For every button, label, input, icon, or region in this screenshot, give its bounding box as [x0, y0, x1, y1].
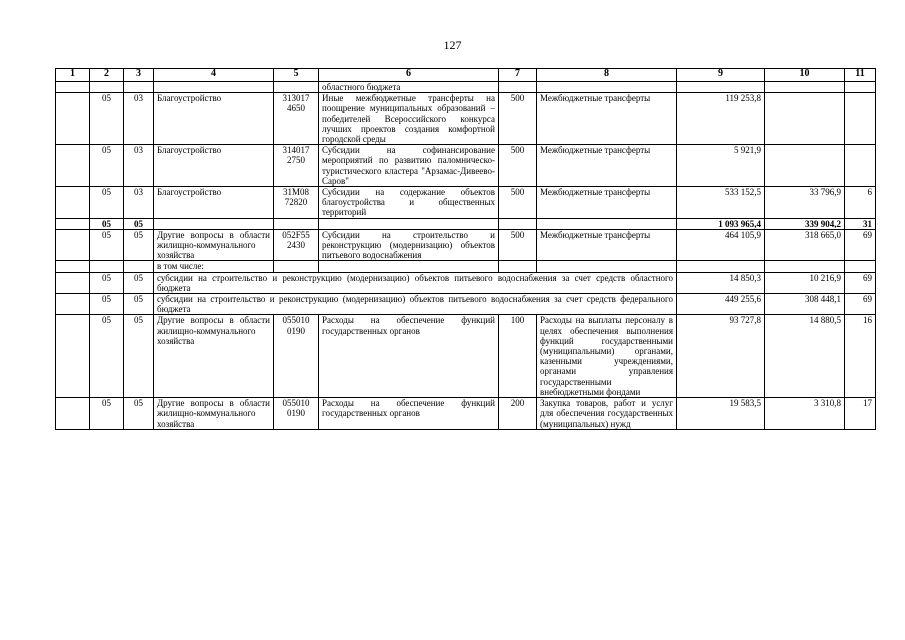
expense-type-name: Межбюджетные трансферты: [537, 187, 677, 219]
percent: 69: [845, 294, 876, 315]
subsection-name: Благоустройство: [154, 145, 274, 187]
header-cell: 8: [537, 69, 677, 82]
expense-name: Иные межбюджетные трансферты на поощрение муниципальных образований – победителей Всероссийского конкурса лучших проектов создания комфортной городской среды: [319, 93, 499, 145]
including-label: в том числе:: [154, 261, 274, 272]
table-row: [56, 93, 876, 145]
expense-type-code: 500: [499, 145, 537, 187]
subsection-code: 05: [124, 294, 154, 315]
subtotal-row: [56, 218, 876, 229]
amount-total: 119 253,8: [677, 93, 765, 145]
subsection-code: 05: [124, 218, 154, 229]
target-article: 055010 0190: [274, 398, 319, 430]
table-row: [56, 294, 876, 315]
subsection-code: 05: [124, 315, 154, 398]
subsection-code: 05: [124, 272, 154, 293]
expense-type-code: 500: [499, 187, 537, 219]
table-row: [56, 145, 876, 187]
expense-type-name: Расходы на выплаты персоналу в целях обеспечения выполнения функций государственными (муниципальными) органами, казенными учреждениями, органами управления государственными внебюджетными фондами: [537, 315, 677, 398]
amount-executed: [765, 93, 845, 145]
header-cell: 11: [845, 69, 876, 82]
header-cell: 3: [124, 69, 154, 82]
table-row: [56, 82, 876, 93]
expense-name: областного бюджета: [319, 82, 499, 93]
subsection-code: 05: [124, 229, 154, 261]
amount-executed: 14 880,5: [765, 315, 845, 398]
expense-name: Субсидии на содержание объектов благоустройства и общественных территорий: [319, 187, 499, 219]
amount-executed: 308 448,1: [765, 294, 845, 315]
section-code: 05: [90, 272, 124, 293]
section-code: 05: [90, 93, 124, 145]
target-article: 313017 4650: [274, 93, 319, 145]
amount-executed: 33 796,9: [765, 187, 845, 219]
expense-type-code: 500: [499, 93, 537, 145]
section-code: 05: [90, 315, 124, 398]
amount-executed: 318 665,0: [765, 229, 845, 261]
expense-type-name: Межбюджетные трансферты: [537, 229, 677, 261]
page-number: 127: [443, 38, 462, 52]
section-code: 05: [90, 229, 124, 261]
subsection-code: 03: [124, 187, 154, 219]
amount-executed: 3 310,8: [765, 398, 845, 430]
expense-type-code: 200: [499, 398, 537, 430]
amount-executed: [765, 145, 845, 187]
subsidy-description: субсидии на строительство и реконструкцию (модернизацию) объектов питьевого водоснабжения за счет средств областного бюджета: [154, 272, 677, 293]
amount-total: 19 583,5: [677, 398, 765, 430]
expense-type-code: 100: [499, 315, 537, 398]
amount-executed: 10 216,9: [765, 272, 845, 293]
header-cell: 7: [499, 69, 537, 82]
table-row: [56, 398, 876, 430]
expense-type-code: 500: [499, 229, 537, 261]
percent: 6: [845, 187, 876, 219]
amount-total: 1 093 965,4: [677, 218, 765, 229]
percent: 69: [845, 272, 876, 293]
table-row: [56, 187, 876, 219]
amount-total: 93 727,8: [677, 315, 765, 398]
subsection-name: Другие вопросы в области жилищно-коммунального хозяйства: [154, 398, 274, 430]
subsection-name: Благоустройство: [154, 93, 274, 145]
section-code: 05: [90, 187, 124, 219]
header-cell: 4: [154, 69, 274, 82]
expense-type-name: Межбюджетные трансферты: [537, 145, 677, 187]
expense-name: Субсидии на софинансирование мероприятий по развитию паломническо-туристического кластера "Арзамас-Дивеево-Саров": [319, 145, 499, 187]
subsection-code: 03: [124, 93, 154, 145]
subsection-name: Другие вопросы в области жилищно-коммунального хозяйства: [154, 315, 274, 398]
header-cell: 1: [56, 69, 90, 82]
expense-name: Расходы на обеспечение функций государственных органов: [319, 398, 499, 430]
percent: [845, 145, 876, 187]
percent: 69: [845, 229, 876, 261]
subsection-name: Благоустройство: [154, 187, 274, 219]
header-row: [56, 69, 876, 82]
table-row: [56, 272, 876, 293]
header-cell: 2: [90, 69, 124, 82]
header-cell: 6: [319, 69, 499, 82]
table-row: [56, 261, 876, 272]
target-article: 314017 2750: [274, 145, 319, 187]
budget-table: [55, 68, 876, 430]
amount-total: 5 921,9: [677, 145, 765, 187]
header-cell: 9: [677, 69, 765, 82]
amount-total: 533 152,5: [677, 187, 765, 219]
section-code: 05: [90, 398, 124, 430]
target-article: 055010 0190: [274, 315, 319, 398]
section-code: 05: [90, 218, 124, 229]
percent: 17: [845, 398, 876, 430]
section-code: 05: [90, 145, 124, 187]
expense-name: Расходы на обеспечение функций государственных органов: [319, 315, 499, 398]
subsection-name: Другие вопросы в области жилищно-коммунального хозяйства: [154, 229, 274, 261]
percent: 31: [845, 218, 876, 229]
expense-type-name: Закупка товаров, работ и услуг для обеспечения государственных (муниципальных) нужд: [537, 398, 677, 430]
table-row: [56, 229, 876, 261]
percent: 16: [845, 315, 876, 398]
header-cell: 5: [274, 69, 319, 82]
subsection-code: 03: [124, 145, 154, 187]
expense-type-name: Межбюджетные трансферты: [537, 93, 677, 145]
section-code: 05: [90, 294, 124, 315]
amount-total: 449 255,6: [677, 294, 765, 315]
header-cell: 10: [765, 69, 845, 82]
target-article: 052F55 2430: [274, 229, 319, 261]
subsidy-description: субсидии на строительство и реконструкцию (модернизацию) объектов питьевого водоснабжения за счет средств федерального бюджета: [154, 294, 677, 315]
percent: [845, 93, 876, 145]
amount-executed: 339 904,2: [765, 218, 845, 229]
expense-name: Субсидии на строительство и реконструкцию (модернизацию) объектов питьевого водоснабжения: [319, 229, 499, 261]
amount-total: 14 850,3: [677, 272, 765, 293]
subsection-code: 05: [124, 398, 154, 430]
amount-total: 464 105,9: [677, 229, 765, 261]
target-article: 31М08 72820: [274, 187, 319, 219]
table-row: [56, 315, 876, 398]
